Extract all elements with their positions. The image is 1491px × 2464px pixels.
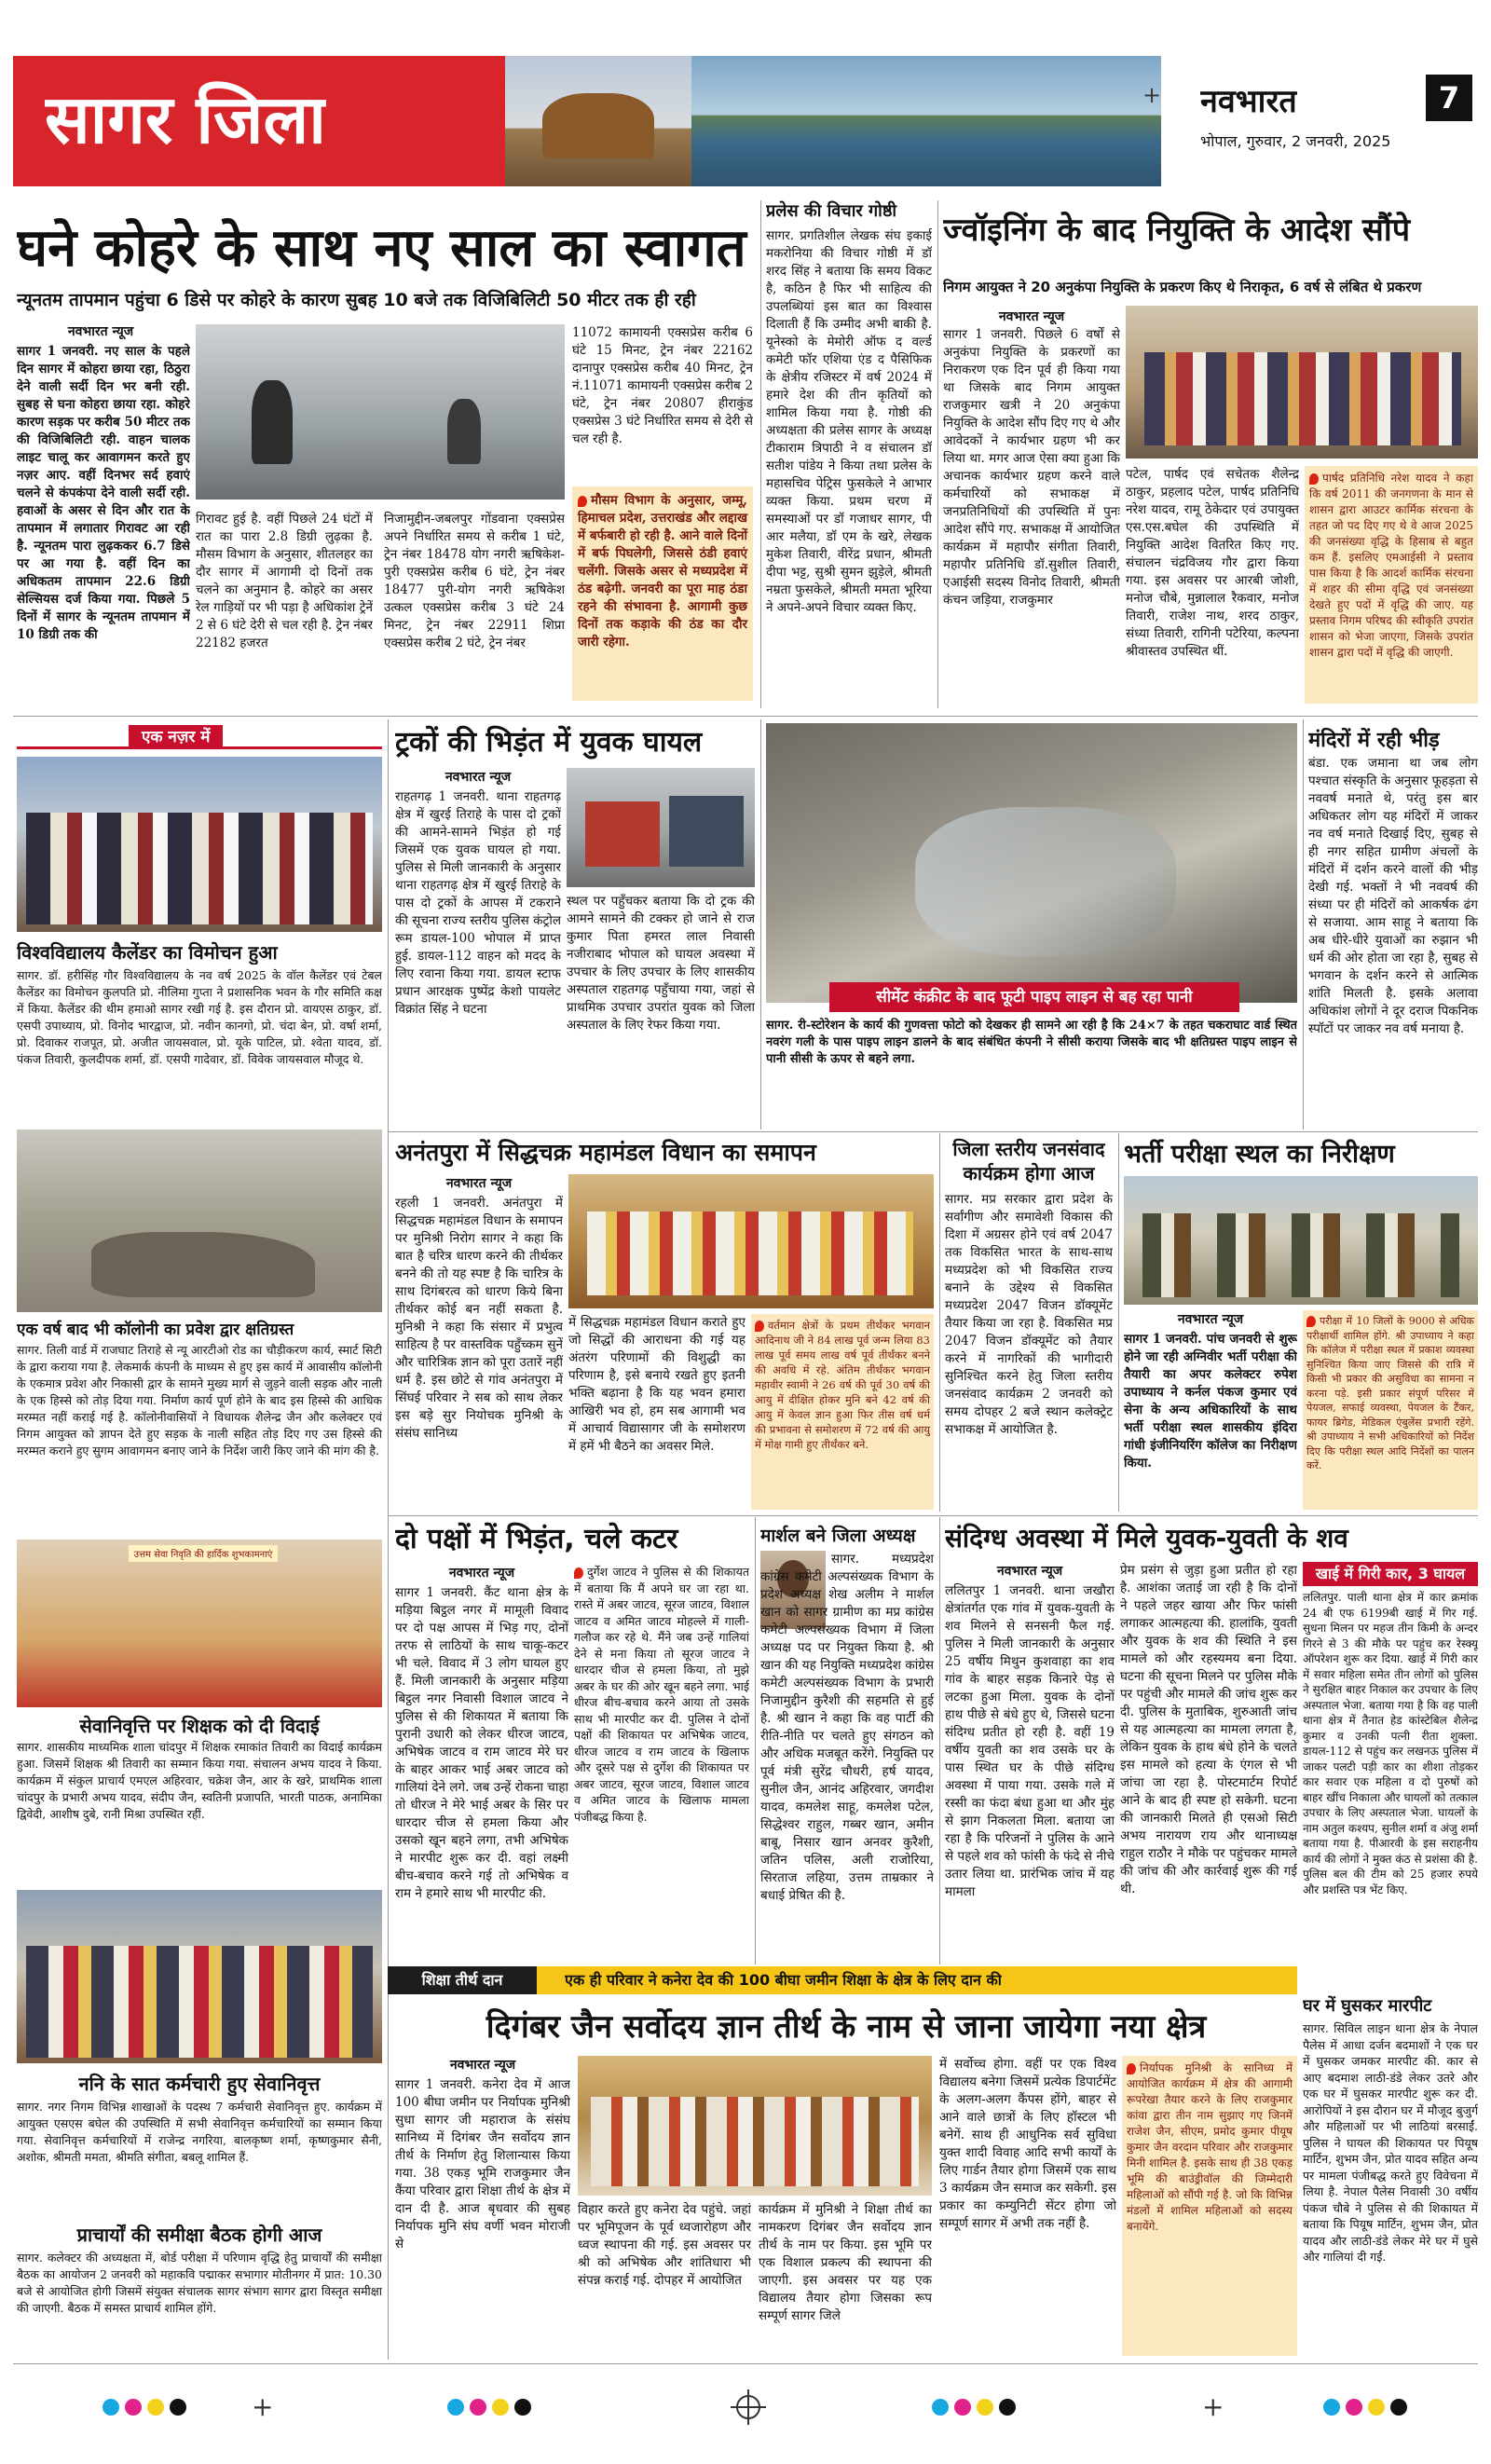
masthead-photo-lake — [691, 56, 1161, 186]
bullet-icon — [755, 1321, 764, 1332]
marshal-body: सागर. मध्यप्रदेश कांग्रेस कमेटी अल्पसंख्यक विभाग के प्रदेश अध्यक्ष शेख अलीम ने मार्शल खान को सागर ग्रामीण का मप्र कांग्रेस कमेटी अल्पसंख्यक विभाग में जिला अध्यक्ष पद पर नियुक्त किया है. श्री खान की यह नियुक्ति मध्यप्रदेश कांग्रेस कमेटी अल्पसंख्यक विभाग के प्रभारी निजामुद्दीन कुरैशी की सहमति से हुई है. श्री खान ने कहा कि वह पार्टी की रीति-नीति पर चलते हुए संगठन को और अधिक मजबूत करेंगे. नियुक्ति पर पूर्व मंत्री सुरेंद्र चौधरी, हर्ष यादव, सुनील जैन, आनंद अहिरवार, जगदीश यादव, कमलेश साहू, कमलेश पटेल, सिद्धेश्वर राहुल, गब्बर खान, अमीन बाबू, निसार खान अनवर कुरैशी, जतिन पलिस, अली राजोरिया, सिरताज लहिया, उत्तम ताम्रकार ने बधाई प्रेषित की है. — [760, 1552, 934, 1903]
principal-headline: प्राचार्यों की समीक्षा बैठक होगी आज — [76, 2224, 322, 2246]
fort-tower — [542, 93, 654, 158]
yellow-dot-icon — [1368, 2399, 1385, 2416]
lead-col4: 11072 कामायनी एक्सप्रेस करीब 6 घंटे 15 मिनट, ट्रेन नंबर 22162 दानापुर एक्सप्रेस करीब 40 मिनट, ट्रेन नं.11071 कामायनी एक्सप्रेस करीब 2 घंटे, ट्रेन नंबर 20807 हीराकुंड एक्सप्रेस 3 घंटे निर्धारित समय से देरी से चल रही है. — [572, 325, 753, 446]
digamber-side — [1122, 2056, 1297, 2356]
bharti-byline: नवभारत न्यूज — [1177, 1312, 1244, 1327]
janasamvad-body: सागर. मप्र सरकार द्वारा प्रदेश के सर्वांगीण और समावेशी विकास की दिशा में अग्रसर होने एवं वर्ष 2047 तक विकसित भारत के साथ-साथ मध्यप्रदेश को भी विकसित राज्य बनाने के उद्देश्य से विकसित मध्यप्रदेश 2047 विजन डॉक्यूमेंट तैयार किया जा रहा है. विकसित मप्र 2047 विजन डॉक्यूमेंट को तैयार करने में नागरिकों की भागीदारी सुनिश्चित करने हेतु जिला स्तरीय जनसंवाद कार्यक्रम 2 जनवरी को समय दोपहर 2 बजे स्थान कलेक्ट्रेट सभाकक्ष में आयोजित है. — [945, 1192, 1113, 1437]
janasamvad-headline — [945, 1137, 1113, 1185]
lead-col3: निजामुद्दीन-जबलपुर गोंडवाना एक्सप्रेस अपने निर्धारित समय से करीब 1 घंटे, ट्रेन नंबर 18478 योग नगरी ऋषिकेश-पुरी एक्सप्रेस करीब 6 घंटे, ट्रेन नंबर 18477 पुरी-योग नगरी ऋषिकेश उत्कल एक्सप्रेस करीब 3 घंटे 24 मिनट, ट्रेन नंबर 22911 शिप्रा एक्सप्रेस करीब 2 घंटे, ट्रेन नंबर — [384, 512, 565, 650]
marpit-headline: घर में घुसकर मारपीट — [1303, 1996, 1432, 2016]
stage-figures — [587, 1211, 913, 1295]
digamber-byline: नवभारत न्यूज — [449, 2058, 516, 2073]
lead-col1: सागर 1 जनवरी. नए साल के पहले दिन सागर में कोहरा छाया रहा, ठिठुरा देने वाली सर्दी दिन भर बनी रही. सुबह से घना कोहरा छाया रहा. कोहरे कारण सड़क पर करीब 50 मीटर तक की विजिबिलिटी रही. वाहन चालक लाइट चालू कर आवागमन करते हुए नज़र आए. वहीं दिनभर सर्द हवाएं चलने से कंपकंपा देने वाली सर्दी रही. हवाओं के असर से दिन और रात के तापमान में लगातार गिरावट आ रही है. न्यूनतम पारा लुढ़ककर 6.7 डिसे पर आ गया है. वहीं दिन का अधिकतम तापमान 22.6 डिग्री सेल्सियस दर्ज किया गया. पिछले 5 दिनों में सागर के न्यूनतम तापमान में 10 डिग्री तक की — [17, 344, 190, 642]
marpit-body: सागर. सिविल लाइन थाना क्षेत्र के नेपाल पैलेस में आधा दर्जन बदमाशों ने एक घर में घुसकर जमकर मारपीट की. कार से आए बदमाश लाठी-डंडे लेकर उतरे और एक घर में घुसकर मारपीट शुरू कर दी. आरोपियों ने इस दौरान घर में मौजूद बुजुर्ग और महिलाओं पर भी लाठियां बरसाईं. पुलिस ने घायल की शिकायत पर पियूष मार्टिन, शुभम जैन, प्रोत यादव सहित अन्य पर मामला पंजीबद्ध करते हुए विवेचना में लिया है. नेपाल पैलेस निवासी 30 वर्षीय पंकज चौबे ने पुलिस से की शिकायत में बताया कि पियूष मार्टिन, शुभम जैन, प्रोत यादव और लाठी-डंडे लेकर मेरे घर में घुसे और गालियां दी गईं. — [1303, 2021, 1478, 2264]
section-title: सागर जिला — [45, 80, 326, 158]
divider — [1118, 1133, 1119, 1512]
joining-side-text: पार्षद प्रतिनिधि नरेश यादव ने कहा कि वर्ष 2011 की जनगणना के मान से शासन द्वारा आउटर कार्मिक संरचना के तहत जो पद दिए गए थे वे आज 2025 की जनसंख्या वृद्धि के हिसाब से बहुत कम हैं. इसलिए एमआईसी ने प्रस्ताव पास किया है कि आदर्श कार्मिक संरचना में शहर की सीमा वृद्धि एवं जनसंख्या देखते हुए पदों में वृद्धि की जाए. यह प्रस्ताव निगम परिषद की स्वीकृति उपरांत शासन को भेजा जाएगा, जिसके उपरांत शासन द्वारा पदों में वृद्धि की जाएगी. — [1309, 472, 1473, 659]
divider — [939, 1517, 940, 1964]
anantpura-body — [395, 1195, 563, 1507]
goshthi-body: सागर. प्रगतिशील लेखक संघ इकाई मकरोनिया की विचार गोष्ठी में डॉ शरद सिंह ने बताया कि समय विकट है, कठिन है फिर भी साहित्य की उपलब्धियां इस बात का विश्वास दिलाती हैं कि उम्मीद अभी बाकी है. यूनेस्को के मेमोरी ऑफ द वर्ल्ड कमेटी फॉर एशिया एंड द पैसिफिक के क्षेत्रीय रजिस्टर में वर्ष 2024 में हमारे देश की तीन कृतियों को शामिल किया गया है. गोष्ठी की अध्यक्षता की प्रलेस सागर के अध्यक्ष टीकाराम त्रिपाठी ने व संचालन डॉ सतीश पांडेय ने किया तथा प्रलेस के महासचिव पेट्रिस फुसकेले ने आभार व्यक्त किया. प्रथम चरण में समस्याओं पर डॉ गजाधर सागर, पी आर मलैया, डॉ एम के खरे, लेखक मुकेश तिवारी, वीरेंद्र प्रधान, श्रीमती दीपा भट्ट, सुश्री सुमन झुड़ेले, श्रीमती नम्रता फुसकेले, श्रीमती ममता भूरिया ने अपने-अपने विचार व्यक्त किए. — [766, 228, 932, 615]
anantpura-byline: नवभारत न्यूज — [445, 1176, 513, 1191]
digamber-side-text: निर्यापक मुनिश्री के सानिध्य में आयोजित कार्यक्रम में क्षेत्र की आगामी रूपरेखा तैयार करने के लिए राजकुमार कांवा द्वारा तीन नाम सुझाए गए जिनमें राजेश जैन, सीएम, प्रमोद कुमार पीयूष कुमार जैन वरदान परिवार और राजकुमार मिनी शामिल है. इसके साथ ही 38 एकड़ भूमि की बाउंड्रीवॉल की जिम्मेदारी महिलाओं को सौंपी गई है. जो कि विभिन्न मंडलों में शामिल महिलाओं को सदस्य बनायेंगे. — [1127, 2061, 1293, 2233]
anantpura-photo — [568, 1174, 934, 1308]
anantpura-text: रहली 1 जनवरी. अनंतपुरा में सिद्धचक्र महामंडल विधान के समापन पर मुनिश्री निरोग सागर ने कहा कि बात है चरित्र धारण करने की तीर्थकर बनने की तो यह स्पष्ट है कि चारित्र के साथ दिगंबरत्व को धारण किये बिना तीर्थकर कोई बन नहीं सकता है. मुनिश्री ने कहा कि संसार में प्रभुत्व साहित्य है पर वास्तविक पहुँच्कम सुनें और चारित्रिक ज्ञान को पूरा उतारें नहीं धर्म है. इस छोटे से गांव अनंतपुरा में सिंघई परिवार ने सब को साथ लेकर इस बड़े सुर नियोचक मुनिश्री के संसंघ सानिध्य — [395, 1196, 563, 1441]
cyan-dot-icon — [447, 2399, 464, 2416]
retire-body: सागर. शासकीय माध्यमिक शाला चांदपुर में शिक्षक रमाकांत तिवारी का विदाई कार्यक्रम हुआ. जिसमें शिक्षक श्री तिवारी का सम्मान किया गया. संचालन अभय यादव ने किया. कार्यक्रम में संकुल प्राचार्य एमएल अहिरवार, चक्रेश जैन, आर के खरे, प्राथमिक शाला चांदपुर के प्रभारी अभय यादव, संदीप जैन, स्वतिनी प्रजापति, भारती पाठक, अनामिका द्विवेदी, आशीष दुबे, रानी मिश्रा उपस्थित रहीं. — [17, 1740, 382, 1821]
bullet-icon — [1127, 2063, 1136, 2074]
katar-body-2 — [574, 1564, 749, 1957]
paper-name: नवभारत — [1200, 83, 1297, 120]
colony-headline: एक वर्ष बाद भी कॉलोनी का प्रवेश द्वार क्षतिग्रस्त — [17, 1321, 294, 1339]
pipeline-photo — [766, 723, 1297, 1003]
bharti-photo — [1124, 1176, 1478, 1305]
broken-road — [91, 1232, 315, 1297]
ek-nazar-label: एक नज़र में — [129, 725, 223, 749]
bullet-icon — [1309, 473, 1319, 485]
lead-byline: नवभारत न्यूज — [67, 324, 134, 339]
joining-deck: निगम आयुक्त ने 20 अनुकंपा नियुक्ति के प्रकरण किए थे निराकृत, 6 वर्ष से लंबित थे प्रकरण — [943, 279, 1422, 295]
joining-photo-caption: पटेल, पार्षद एवं सचेतक शैलेन्द्र ठाकुर, प्रहलाद पटेल, पार्षद प्रतिनिधि नरेश यादव, रामू ठेकेदार एवं उपायुक्त एस.एस.बघेल की उपस्थिति में नियुक्ति आदेश वितरित किए गए. संचालन चंद्रविजय गौर द्वारा किया गया. इस अवसर पर आरबी जोशी, मनोज चौबे, मुन्नालाल रैकवार, मनोज तिवारी, राजेश नाथ, शरद ठाकुर, संध्या तिवारी, रागिनी पटेरिया, कल्पना श्रीवास्तव उपस्थित थीं. — [1126, 467, 1299, 659]
divider — [1303, 719, 1304, 1129]
truck-photo — [567, 768, 755, 887]
truck-body: राहतगढ़ 1 जनवरी. थाना राहतगढ़ क्षेत्र में खुरई तिराहे के पास दो ट्रकों की आमने-सामने भिड़ंत हो गई जिसमें एक युवक घायल हो गया. पुलिस से मिली जानकारी के अनुसार थाना राहतगढ़ क्षेत्र में खुरई तिराहे के पास दो ट्रकों के आपस में टकराने की सूचना राज्य स्तरीय पुलिस कंट्रोल रूम डायल-100 भोपाल में प्राप्त हुई. डायल-112 वाहन को मदद के लिए रवाना किया गया. डायल स्टाफ प्रधान आरक्षक पुष्पेंद्र केशो पायलेट विक्रांत सिंह ने घटना — [395, 789, 561, 1017]
colony-photo — [17, 1129, 382, 1312]
joining-body — [943, 326, 1120, 704]
nn-photo — [17, 1890, 382, 2063]
digamber-body-2: विहार करते हुए कनेरा देव पहुंचे. जहां पर भूमिपूजन के पूर्व ध्वजारोहण और ध्वज स्थापना की गई. इस अवसर पर श्री को अभिषेक और शांतिधारा भी संपन्न कराई गई. दोपहर में आयोजित — [578, 2202, 751, 2288]
lead-deck: न्यूनतम तापमान पहुंचा 6 डिसे पर कोहरे के कारण सुबह 10 बजे तक विजिबिलिटी 50 मीटर तक ही रही — [17, 290, 696, 310]
joining-byline: नवभारत न्यूज — [998, 309, 1065, 324]
katar-byline: नवभारत न्यूज — [448, 1566, 515, 1581]
divider — [13, 716, 1478, 717]
people-group — [1142, 1213, 1459, 1297]
pipeline-caption: सागर. री-स्टोरेशन के कार्य की गुणवत्ता फोटो को देखकर ही सामने आ रही है कि 24×7 के तहत चकराघाट वार्ड स्थित नवरंग गली के पास पाइप लाइन डालने के बाद संबंधित कंपनी ने सीसी कराया जिसके बाद भी क्षतिग्रस्त पाइप लाइन से पानी सीसी के ऊपर से बहने लगा. — [766, 1019, 1297, 1066]
divider — [939, 1133, 940, 1512]
truck-byline: नवभारत न्यूज — [445, 770, 512, 785]
khai-headline: खाई में गिरी कार, 3 घायल — [1303, 1562, 1478, 1586]
joining-photo — [1126, 306, 1478, 459]
truck-cab — [585, 801, 660, 867]
khai-body: ललितपुर. पाली थाना क्षेत्र में कार क्रमांक 24 बी एफ 6199बी खाई में गिर गई. सुधना मिलन पर महज तीन किमी के अन्दर गिरने से 3 की मौके पर पहुंच कर रेस्क्यू ऑपरेशन शुरू कर दिया. खाई में गिरी कार में सवार महिला समेत तीन लोगों को पुलिस ने सुरक्षित बाहर निकाल कर उपचार के लिए अस्पताल भेजा. बताया गया है कि वह पाली थाना क्षेत्र में तैनात हेड कांस्टेबिल शैलेन्द्र कुमार व उनकी पत्नी रीता शुक्ला. डायल-112 से पहुंच कर लखनऊ पुलिस में जाकर पलटी पड़ी कार का शीशा तोड़कर कार सवार एक महिला व दो पुरुषों को बाहर खींच निकाला और घायलों को तत्काल उपचार के लिए अस्पताल भेजा. घायलों के नाम अतुल कश्यप, सुनील शर्मा व अंजु शर्मा बताया गया है. पीआरवी के इस सराहनीय कार्य की लोगों ने मुक्त कंठ से प्रशंसा की है. पुलिस बल की टीम को 25 हजार रुपये और प्रशस्ति पत्र भेंट किए. — [1303, 1591, 1478, 1896]
masthead-photo-fort — [505, 56, 691, 186]
divider — [760, 719, 761, 1129]
scooter-rider — [252, 380, 293, 464]
people-group — [591, 2097, 919, 2186]
digamber-body-4: में सर्वोच्च होगा. वहीं पर एक विश्व विद्यालय बनेगा जिसमें प्रत्येक डिपार्टमेंट के अलग-अलग कैंपस होंगे, बाहर से आने वाले छात्रों के लिए हॉस्टल भी बनेगें. साथ ही आधुनिक सर्व सुविधा युक्त शादी विवाह आदि सभी कार्यों के लिए गार्डन तैयार होगा जिसमें एक साथ 3 कार्यक्रम जैन समाज कर सकेगी. इस प्रकार का कम्युनिटी सेंटर होगा जो सम्पूर्ण सागर में अभी तक नहीं है. — [939, 2057, 1116, 2231]
principal-body: सागर. कलेक्टर की अध्यक्षता में, बोर्ड परीक्षा में परिणाम वृद्धि हेतु प्राचार्यों की समीक्षा बैठक का आयोजन 2 जनवरी को महाकवि पद्माकर सभागार मोतीनगर में प्रात: 10.30 बजे से आयोजित होगी जिसमें संयुक्त संचालक सागर संभाग सागर द्वारा विस्तृत समीक्षा की जाएगी. बैठक में समस्त प्राचार्य शामिल होंगे. — [17, 2251, 382, 2315]
bharti-side-text: परीक्षा में 10 जिलों के 9000 से अधिक परीक्षार्थी शामिल होंगे. श्री उपाध्याय ने कहा कि कॉलेज में परीक्षा स्थल में प्रकाश व्यवस्था सुनिश्चित किया जाए जिससे की रात्रि में किसी भी प्रकार की असुविधा का सामना न करना पड़े. इसी प्रकार संपूर्ण परिसर में पेयजल, सफाई व्यवस्था, पेयजल के टैंकर, फायर ब्रिगेड, मेडिकल एंबुलेंस प्रभारी रहेंगे. श्री उपाध्याय ने सभी अधिकारियों को निर्देश दिए कि परीक्षा स्थल आदि निर्देशों का पालन करें. — [1306, 1315, 1474, 1472]
bharti-headline: भर्ती परीक्षा स्थल का निरीक्षण — [1124, 1140, 1395, 1169]
bullet-icon — [1306, 1316, 1316, 1327]
anantpura-headline: अनंतपुरा में सिद्धचक्र महामंडल विधान का समापन — [395, 1139, 816, 1166]
janasamvad-headline-text: जिला स्तरीय जनसंवाद कार्यक्रम होगा आज — [952, 1138, 1105, 1184]
divider — [388, 1515, 1478, 1516]
katar-body: सागर 1 जनवरी. कैंट थाना क्षेत्र के मड़िया बिट्ठल नगर में मामूली विवाद पर दो पक्ष आपस में भिड़ गए, दोनों तरफ से लाठियों के साथ चाकू-कटर भी चले. विवाद में 3 लोग घायल हुए हैं. मिली जानकारी के अनुसार मड़िया बिट्ठल नगर निवासी विशाल जाटव ने पुलिस से की शिकायत में बताया कि पुरानी उधारी को लेकर धीरज जाटव, अभिषेक जाटव व राम जाटव मेरे घर के बाहर आकर भाई अबर जाटव को गालियां देने लगे. जब उन्हें रोकना चाहा तो धीरज ने मेरे भाई अबर के सिर पर धारदार चीज से हमला किया और उसको खून बहने लगा, तभी अभिषेक ने मारपीट शुरू कर दी. वहां लक्ष्मी बीच-बचाव करने गई तो अभिषेक व राम ने हमारे साथ भी मारपीट की. — [395, 1585, 568, 1901]
anantpura-body-2: में सिद्धचक्र महामंडल विधान कराते हुए जो सिद्धों की आराधना की गई यह अंतरंग परिणामों की विशुद्धी का परिणाम है, इसे बनाये रखते हुए इतनी भक्ति बढ़ाना है कि यह भवन हमारा आखिरी भव हो, हम सब आगामी भव में आचार्य विद्यासागर जी के समोशरण में हमें भी बैठने का अवसर मिले. — [568, 1315, 746, 1454]
shiksha-text: एक ही परिवार ने कनेरा देव की 100 बीघा जमीन शिक्षा के क्षेत्र के लिए दान की — [565, 1971, 1002, 1989]
people-group — [26, 813, 373, 924]
sandigdh-headline: संदिग्ध अवस्था में मिले युवक-युवती के शव — [945, 1523, 1348, 1554]
digamber-headline: दिगंबर जैन सर्वोदय ज्ञान तीर्थ के नाम से जाना जायेगा नया क्षेत्र — [486, 2008, 1207, 2046]
magenta-dot-icon — [470, 2399, 486, 2416]
crop-mark-icon: + — [1202, 2391, 1224, 2422]
bullet-icon — [574, 1567, 583, 1579]
cyan-dot-icon — [103, 2399, 119, 2416]
people-group — [26, 1946, 373, 2058]
retire-headline: सेवानिवृत्ति पर शिक्षक को दी विदाई — [79, 1715, 320, 1737]
black-dot-icon — [1390, 2399, 1407, 2416]
divider — [760, 200, 761, 708]
crop-mark-icon: + — [1142, 82, 1162, 108]
divider — [937, 200, 938, 708]
weather-box — [572, 486, 753, 701]
temple-headline: मंदिरों में रही भीड़ — [1308, 729, 1440, 752]
sandigdh-body: ललितपुर 1 जनवरी. थाना जखौरा क्षेत्रांतर्गत एक गांव में युवक-युवती के शव मिलने से सनसनी फैल गई. पुलिस ने मिली जानकारी के अनुसार 25 वर्षीय मिथुन कुशवाहा का शव गांव के बाहर सड़क किनारे पेड़ से लटका हुआ मिला. युवक के दोनों हाथ पीछे से बंधे हुए थे, जिससे घटना संदिग्ध प्रतीत हो रही है. वहीं 19 वर्षीय युवती का शव उसके घर के पास स्थित घर के पीछे संदिग्ध अवस्था में पाया गया. उसके गले में रस्सी का फंदा बंधा हुआ था और मुंह से झाग निकलता मिला. बताया जा रहा है कि परिजनों ने पुलिस के आने से पहले शव को फांसी के फंदे से नीचे उतार लिया था. प्रारंभिक जांच में यह मामला — [945, 1583, 1115, 1899]
pipeline-banner: सीमेंट कंक्रीट के बाद फूटी पाइप लाइन से बह रहा पानी — [829, 982, 1239, 1012]
truck-cab-2 — [669, 796, 744, 867]
shiksha-strip — [388, 1966, 1297, 1994]
nn-body: सागर. नगर निगम विभिन्न शाखाओं के पदस्थ 7 कर्मचारी सेवानिवृत्त हुए. कार्यक्रम में आयुक्त एसएस बघेल की उपस्थिति में सभी सेवानिवृत्त कर्मचारियों का सम्मान किया गया. सेवानिवृत्त कर्मचारियों में राजेन्द्र नगरिया, बालकृष्ण शर्मा, कृष्णकुमार सैनी, अशोक, श्रीमती ममता, श्रीमति संगीता, बबलू शामिल हैं. — [17, 2100, 382, 2164]
weather-text: मौसम विभाग के अनुसार, जम्मू, हिमाचल प्रदेश, उत्तराखंड और लद्दाख में बर्फबारी हो रही है. आने वाले दिनों में बर्फ पिघलेगी, जिससे ठंडी हवाएं चलेंगी. जिसके असर से मध्यप्रदेश में ठंड बढ़ेगी. जनवरी का पूरा माह ठंडा रहने की संभावना है. आगामी कुछ दिनों तक कड़ाके की ठंड का दौर जारी रहेगा. — [578, 493, 747, 650]
ek-nazar-tag — [17, 725, 382, 749]
registration-target-icon — [731, 2406, 766, 2408]
black-dot-icon — [999, 2399, 1016, 2416]
bharti-body: सागर 1 जनवरी. पांच जनवरी से शुरू होने जा रही अग्निवीर भर्ती परीक्षा की तैयारी का अपर कलेक्टर रुपेश उपाध्याय ने कर्नल पंकज कुमार एवं सेना के अन्य अधिकारियों के साथ भर्ती परीक्षा स्थल शासकीय इंदिरा गांधी इंजीनियरिंग कॉलेज का निरीक्षण किया. — [1124, 1332, 1297, 1471]
magenta-dot-icon — [125, 2399, 142, 2416]
katar-body-2-text: दुर्गेश जाटव ने पुलिस से की शिकायत में बताया कि मैं अपने घर जा रहा था. रास्ते में अबर जाटव, सूरज जाटव, विशाल जाटव व अमित जाटव मोहल्ले में गाली-गलौज कर रहे थे. मैंने जब उन्हें गालियां देने से मना किया तो सूरज जाटव ने धारदार चीज से हमला किया, तो मुझे अबर के घर की ओर खून बहने लगा. भाई धीरज बीच-बचाव करने आया तो उसके साथ भी मारपीट कर दी. पुलिस ने दोनों पक्षों की शिकायत पर अभिषेक जाटव, धीरज जाटव व राम जाटव के खिलाफ और दूसरे पक्ष से दुर्गेश की शिकायत पर अबर जाटव, सूरज जाटव, विशाल जाटव व अमित जाटव के खिलाफ मामला पंजीबद्ध किया है. — [574, 1565, 749, 1824]
lead-photo-fog — [196, 324, 565, 500]
cyan-dot-icon — [1323, 2399, 1340, 2416]
retire-photo — [17, 1540, 382, 1707]
page-number: 7 — [1426, 75, 1472, 121]
digamber-body: सागर 1 जनवरी. कनेरा देव में आज 100 बीघा जमीन पर निर्यापक मुनिश्री सुधा सागर जी महाराज के संसंघ सानिध्य में दिगंबर जैन सर्वोदय ज्ञान तीर्थ के निर्माण हेतु शिलान्यास किया गया. 38 एकड़ भूमि राजकुमार जैन कैंया परिवार द्वारा शिक्षा तीर्थ के क्षेत्र में दान दी है. आज बृधवार की सुबह निर्यापक मुनि संघ वर्णी भवन मोराजी से — [395, 2077, 570, 2252]
katar-headline: दो पक्षों में भिड़ंत, चले कटर — [395, 1523, 678, 1555]
bullet-icon — [578, 496, 587, 507]
scooter-rider-2 — [447, 399, 481, 464]
retire-banner: उत्तम सेवा निवृति की हार्दिक शुभकामनाएं — [129, 1545, 278, 1562]
yellow-dot-icon — [977, 2399, 993, 2416]
water-stream — [915, 807, 1176, 956]
magenta-dot-icon — [954, 2399, 971, 2416]
bharti-side — [1303, 1310, 1478, 1510]
goshthi-headline: प्रलेस की विचार गोष्ठी — [766, 201, 897, 221]
shiksha-tag: शिक्षा तीर्थ दान — [388, 1966, 537, 1994]
yellow-dot-icon — [147, 2399, 164, 2416]
divider — [755, 1517, 756, 1964]
temple-body: बंडा. एक जमाना था जब लोग पश्चात संस्कृति के अनुसार फूहड़ता से नववर्ष मनाते थे, परंतु इस बार अधिकतर लोग यह मंदिरों में जाकर नव वर्ष मनाते दिखाई दिए, सुबह से ही नगर सहित ग्रामीण अंचलों के मंदिरों में दर्शन करने वालों की भीड़ देखी गई. भक्तों ने भी नववर्ष की संध्या पर ही मंदिरों को आकर्षक ढंग से सजाया. आम साहू ने बताया कि अब धीरे-धीरे युवाओं का रुझान भी धर्म की ओर होता जा रहा है, सुबह से भगवान के दर्शन करने से आत्मिक शांति मिलती है. इसके अलावा अधिकांश लोगों ने दूर दराज पिकनिक स्पॉटों पर जाकर नव वर्ष मनाया है. — [1308, 756, 1478, 1036]
lead-headline: घने कोहरे के साथ नए साल का स्वागत — [17, 218, 746, 279]
nn-headline: ननि के सात कर्मचारी हुए सेवानिवृत्त — [78, 2073, 321, 2095]
divider — [13, 2363, 1478, 2364]
crop-mark-icon: + — [252, 2391, 274, 2422]
joining-side-note — [1305, 466, 1478, 704]
truck-body-2: स्थल पर पहुँचकर बताया कि दो ट्रक की आमने सामने की टक्कर हो जाने से राज कुमार पिता हमरत लाल निवासी नजीराबाद भोपाल को घायल अवस्था में उपचार के लिए उपचार के लिए शासकीय अस्पताल राहतगढ़ पहुँचाया गया, जहां से प्राथमिक उपचार उपरांत युवक को जिला अस्पताल के लिए रेफर किया गया. — [567, 894, 755, 1033]
divider — [388, 1131, 1478, 1132]
sandigdh-byline: नवभारत न्यूज — [996, 1564, 1063, 1579]
marshal-headline: मार्शल बने जिला अध्यक्ष — [760, 1526, 916, 1546]
registration-strip — [0, 2386, 1491, 2432]
anantpura-side-text: वर्तमान क्षेत्रों के प्रथम तीर्थंकर भगवान आदिनाथ जी ने 84 लाख पूर्व जन्म लिया 83 लाख पूर्व समय लाख वर्ष पूर्व तीर्थंकर बनने की अवधि में रहे. अंतिम तीर्थंकर भगवान महावीर स्वामी ने 26 वर्ष की पूर्व 30 वर्ष की आयु में दीक्षित होकर मुनि बने 42 वर्ष की आयु में केवल ज्ञान हुआ फिर तीस वर्ष धर्म की प्रभावना से समोशरण में 72 वर्ष की आयु में मोक्ष गामी हुए तीर्थंकर बने. — [755, 1319, 930, 1451]
digamber-photo — [578, 2056, 932, 2196]
anantpura-side — [751, 1314, 934, 1510]
truck-headline: ट्रकों की भिड़ंत में युवक घायल — [395, 726, 703, 759]
colony-body: सागर. तिली वार्ड में राजघाट तिराहे से न्यू आरटीओ रोड का चौड़ीकरण कार्य, स्मार्ट सिटी के द्वारा कराया गया है. लेकमार्क कंपनी के माध्यम से हुए इस कार्य में आवासीय कॉलोनी के एकमात्र प्रवेश और निकासी द्वार के सामने मुख्य मार्ग से जुड़ने वाली सड़क और नाली के एक हिस्से को तोड़ दिया गया. निर्माण कार्य पूर्ण होने के बाद इस हिस्से की आधिक मरम्मत नहीं कराई गई है. कॉलोनीवासियों ने विधायक शैलेन्द्र जैन और कलेक्टर एवं निगम आयुक्त को ज्ञापन देते हुए सड़क के नाली सहित तोड़ दिए गए उस हिस्से की मरम्मत कराने हुए सुगम आवागमन बनाए जाने के निर्देश जारी किए जाने की मांग की है. — [17, 1343, 382, 1458]
lead-col2: गिरावट हुई है. वहीं पिछले 24 घंटों में रात का पारा 2.8 डिग्री लुढ़का है. मौसम विभाग के अनुसार, शीतलहर का दौर सागर में आगामी दो दिनों तक चलने का अनुमान है. कोहरे का असर रेल गाड़ियों पर भी पड़ा है अधिकांश ट्रेनें 2 से 6 घंटे देरी से चल रही है. ट्रेन नंबर 22182 हजरत — [196, 512, 373, 650]
digamber-body-3: कार्यक्रम में मुनिश्री ने शिक्षा तीर्थ का नामकरण दिगंबर जैन सर्वोदय ज्ञान तीर्थ के नाम पर किया. इस भूमि पर एक विशाल प्रकल्प की स्थापना की जाएगी. इस अवसर पर यह एक विद्यालय तैयार होगा जिसका रूप सम्पूर्ण सागर जिले — [759, 2202, 932, 2323]
calendar-body: सागर. डॉ. हरीसिंह गौर विश्वविद्यालय के नव वर्ष 2025 के वॉल कैलेंडर एवं टेबल कैलेंडर का विमोचन कुलपति प्रो. नीलिमा गुप्ता ने प्रशासनिक भवन के गौर समिति कक्ष में किया. कैलेंडर की थीम हमाओ सागर रखी गई है. इस दौरान प्रो. वायएस ठाकुर, डॉ. एसपी उपाध्याय, प्रो. विनोद भारद्वाज, प्रो. नवीन कानगो, प्रो. चंदा बेन, प्रो. वर्षा शर्मा, प्रो. दिवाकर राजपूत, प्रो. अजीत जायसवाल, प्रो. यूके पाटिल, प्रो. श्वेता यादव, डॉ. पंकज तिवारी, कुलदीपक शर्मा, डॉ. एसपी गादेवार, डॉ. विवेक जायसवाल मौजूद थे. — [17, 968, 382, 1066]
people-group — [1144, 352, 1461, 445]
cyan-dot-icon — [932, 2399, 949, 2416]
calendar-photo — [17, 757, 382, 932]
black-dot-icon — [514, 2399, 531, 2416]
joining-text: सागर 1 जनवरी. पिछले 6 वर्षों से अनुकंपा नियुक्ति के प्रकरणों का निराकरण एक दिन पूर्व ही किया गया था जिसके बाद निगम आयुक्त राजकुमार खत्री ने 20 अनुकंपा नियुक्ति के आदेश सौंप दिए गए थे और आवेदकों ने कार्यभार ग्रहण भी कर लिया था. मगर आज ऐसा क्या हुआ कि अचानक कार्यभार ग्रहण करने वाले कर्मचारियों को सभाकक्ष में जनप्रतिनिधियों की उपस्थिति में पुनः आदेश सौंपे गए. सभाकक्ष में आयोजित कार्यक्रम में महापौर संगीता तिवारी, महापौर प्रतिनिधि डॉ.सुशील तिवारी, एआईसी सदस्य विनोद तिवारी, श्रीमती कंचन जड़िया, राजकुमार — [943, 327, 1120, 608]
sandigdh-body-2: प्रेम प्रसंग से जुड़ा हुआ प्रतीत हो रहा है. आशंका जताई जा रही है कि दोनों ने पहले जहर खाया और फिर फांसी लगाकर आत्महत्या की. हालांकि, युवती और युवक के शव की स्थिति ने इस मामले को और रहस्यमय बना दिया. घटना की सूचना मिलने पर पुलिस मौके पर पहुंची और मामले की जांच शुरू कर दी. पुलिस के मुताबिक, शुरुआती जांच से यह आत्महत्या का मामला लगता है, लेकिन युवक के हाथ बंधे होने के चलते इस मामले को हत्या के एंगल से भी जांचा जा रहा है. पोस्टमार्टम रिपोर्ट आने के बाद ही स्पष्ट हो सकेगी. घटना की जानकारी मिलते ही एसओ सिटी अभय नारायण राय और थानाध्यक्ष राहुल राठौर ने मौके पर पहुंचकर मामले की जांच की और कार्रवाई शुरू की गई थी. — [1120, 1563, 1297, 1896]
magenta-dot-icon — [1346, 2399, 1362, 2416]
yellow-dot-icon — [492, 2399, 509, 2416]
joining-headline: ज्वॉइनिंग के बाद नियुक्ति के आदेश सौंपे — [943, 212, 1411, 249]
divider — [388, 719, 389, 2360]
masthead — [13, 56, 1478, 186]
black-dot-icon — [170, 2399, 186, 2416]
calendar-headline: विश्वविद्यालय कैलेंडर का विमोचन हुआ — [17, 941, 278, 964]
dateline: भोपाल, गुरुवार, 2 जनवरी, 2025 — [1200, 132, 1391, 150]
